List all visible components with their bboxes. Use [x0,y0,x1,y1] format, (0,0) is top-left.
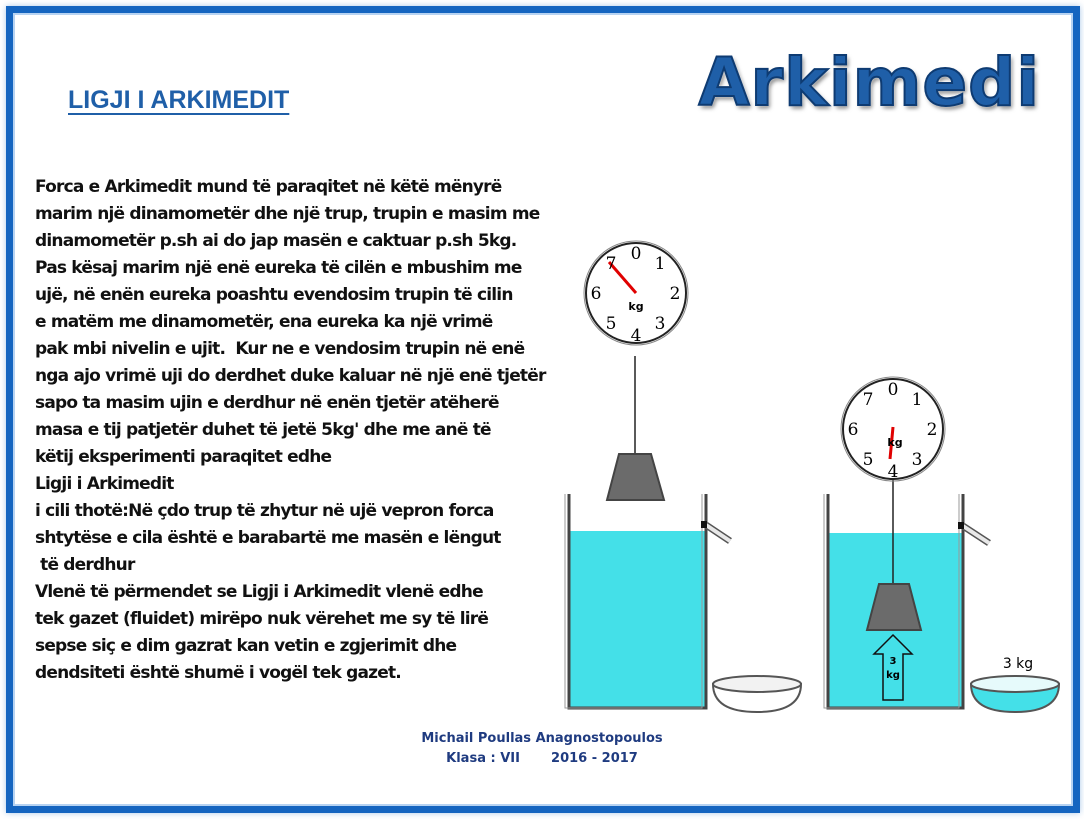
body-line: sapo ta masim ujin e derdhur në enën tjetër atëherë [35,393,499,413]
left-scale-dial [584,241,688,346]
body-line: pak mbi nivelin e ujit. Kur ne e vendosim trupin në enë [35,339,525,359]
dial-number: 6 [847,420,859,440]
body-line: këtij eksperimenti paraqitet edhe [35,447,332,467]
body-line: dinamometër p.sh ai do jap masën e caktuar p.sh 5kg. [35,231,517,251]
body-line: nga ajo vrimë uji do derdhet duke kaluar në një enë tjetër [35,366,546,386]
dial-number: 4 [630,326,642,346]
dial-number: 0 [630,244,642,264]
class-label: Klasa : VII [446,751,520,766]
page-title: LIGJI I ARKIMEDIT [68,86,290,114]
dial-number: 0 [887,380,899,400]
brand-title: Arkimedi [698,44,1040,121]
school-years: 2016 - 2017 [551,751,638,766]
left-setup [565,241,801,712]
archimedes-diagram [523,116,1060,738]
author-name: Michail Poullas Anagnostopoulos [421,731,663,746]
dial-number: 2 [669,284,681,304]
left-tank-water [569,531,706,708]
body-line: Forca e Arkimedit mund të paraqitet në këtë mënyrë [35,177,502,197]
body-line: sepse siç e dim gazrat kan vetin e zgjerimit dhe [35,636,457,656]
dial-number: 1 [911,390,923,410]
body-line: Ligji i Arkimedit [35,474,174,494]
dial-number: 1 [654,254,666,274]
dial-number: 2 [926,420,938,440]
overflow-label: 3 kg [1002,656,1034,672]
right-scale-dial [841,377,945,482]
dial-number: 6 [590,284,602,304]
buoyancy-unit: kg [886,670,900,681]
body-line: dendsiteti është shumë i vogël tek gazet. [35,663,401,683]
dial-number: 7 [862,390,874,410]
body-line: tek gazet (fluidet) mirëpo nuk vërehet me sy të lirë [35,609,489,629]
left-dial-unit: kg [628,300,644,313]
body-line: ujë, në enën eureka poashtu evendosim trupin të cilin [35,285,513,305]
dial-number: 5 [862,450,874,470]
dial-number: 3 [911,450,923,470]
body-line: të derdhur [35,555,135,575]
body-line: i cili thotë:Në çdo trup të zhytur në ujë vepron forca [35,501,494,521]
left-weight [607,454,664,500]
buoyancy-number: 3 [889,656,897,667]
body-line: marim një dinamometër dhe një trup, trupin e masim me [35,204,540,224]
body-line: Vlenë të përmendet se Ligji i Arkimedit vlenë edhe [35,582,483,602]
dial-number: 4 [887,462,899,482]
footer-class [0,751,1084,766]
right-dial-unit: kg [887,436,903,449]
dial-number: 3 [654,314,666,334]
body-line: masa e tij patjetër duhet të jetë 5kg' dhe me anë të [35,420,491,440]
right-setup [824,377,1059,712]
body-line: e matëm me dinamometër, ena eureka ka një vrimë [35,312,493,332]
body-line: shtytëse e cila është e barabartë me masën e lëngut [35,528,501,548]
footer-author [0,731,1084,746]
body-line: Pas kësaj marim një enë eureka të cilën e mbushim me [35,258,522,278]
dial-number: 5 [605,314,617,334]
dial-number: 7 [605,254,617,274]
